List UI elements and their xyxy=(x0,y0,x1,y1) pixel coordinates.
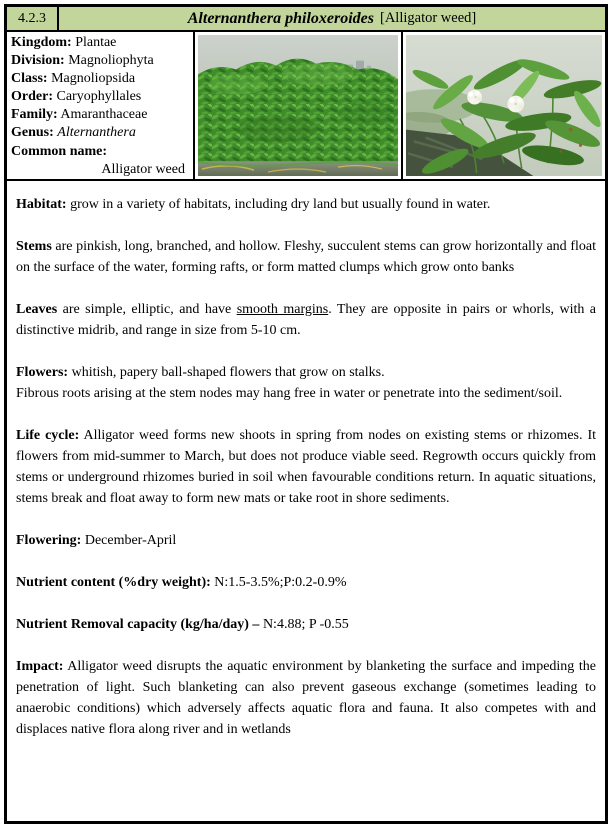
white-flower-1 xyxy=(467,90,482,105)
section-number: 4.2.3 xyxy=(7,7,59,30)
alligator-weed-field-photo xyxy=(198,35,398,176)
stems-paragraph: Stems are pinkish, long, branched, and hollow. Fleshy, succulent stems can grow horizontally and float on the surface of the water, forming rafts, or form matted clumps which grow onto banks xyxy=(16,239,596,275)
leaves-label: Leaves xyxy=(16,302,58,317)
header-row xyxy=(7,7,605,32)
description-body xyxy=(7,181,605,821)
info-row xyxy=(7,32,605,181)
habitat-label: Habitat: xyxy=(16,197,67,212)
nutrient-content-paragraph: Nutrient content (%dry weight): N:1.5-3.5%;P:0.2-0.9% xyxy=(16,575,347,590)
photo-cell-left xyxy=(195,32,403,179)
underlined-phrase: smooth margins xyxy=(236,302,329,317)
taxonomy-common-name-value: Alligator weed xyxy=(101,161,185,177)
white-flower-2 xyxy=(507,96,524,113)
flowering-paragraph: Flowering: December-April xyxy=(16,533,177,548)
taxonomy-common-name-label: Common name: xyxy=(11,143,108,159)
nutrient-content-label: Nutrient content (%dry weight): xyxy=(16,575,211,590)
life-cycle-paragraph: Life cycle: Alligator weed forms new shoots in spring from nodes on existing stems or rhizomes. It flowers from mid-summer to March, but does not produce viable seed. Regrowth occurs quickly from stems or underground rhizomes buried in soil when favourable conditions return. In aquatic situations, stems break and float away to form new mats or take root in shore sediments. xyxy=(16,428,597,506)
species-name: Alternanthera philoxeroides xyxy=(187,9,374,27)
photo-cell-right xyxy=(403,32,605,179)
life-cycle-label: Life cycle: xyxy=(16,428,80,443)
common-name-bracket: [Alligator weed] xyxy=(380,10,477,26)
nutrient-removal-label: Nutrient Removal capacity (kg/ha/day) – xyxy=(16,617,260,632)
nutrient-removal-paragraph: Nutrient Removal capacity (kg/ha/day) – N:4.88; P -0.55 xyxy=(16,617,349,632)
habitat-paragraph: Habitat: grow in a variety of habitats, including dry land but usually found in water. xyxy=(16,197,491,212)
flower-photo-drawing xyxy=(406,35,602,176)
taxonomy-panel xyxy=(7,32,195,179)
roots-paragraph: Fibrous roots arising at the stem nodes may hang free in water or penetrate into the sediment/soil. xyxy=(16,386,563,401)
alligator-weed-flower-photo xyxy=(406,35,602,176)
stems-label: Stems xyxy=(16,239,52,254)
flowers-label: Flowers: xyxy=(16,365,69,380)
taxonomy-division: Division: Magnoliophyta xyxy=(11,53,154,69)
flowers-paragraph: Flowers: whitish, papery ball-shaped flowers that grow on stalks. xyxy=(16,365,385,380)
impact-paragraph: Impact: Alligator weed disrupts the aquatic environment by blanketing the surface and impeding the penetration of light. Such blanketing can also prevent gaseous exchange (sometimes leading to anaerobic conditions) which adversely affects aquatic flora and fauna. It also competes with and displaces native flora along river and in wetlands xyxy=(16,659,596,737)
page-title xyxy=(59,7,605,30)
taxonomy-order: Order: Caryophyllales xyxy=(11,89,142,105)
taxonomy-genus: Genus: Alternanthera xyxy=(11,125,136,141)
taxonomy-kingdom: Kingdom: Plantae xyxy=(11,35,117,50)
taxonomy-family: Family: Amaranthaceae xyxy=(11,107,148,123)
species-fact-sheet xyxy=(4,4,608,824)
taxonomy-class: Class: Magnoliopsida xyxy=(11,71,136,87)
leaves-paragraph: Leaves are simple, elliptic, and have smooth margins. They are opposite in pairs or whorls, with a distinctive midrib, and range in size from 5-10 cm. xyxy=(16,302,596,338)
flowering-label: Flowering: xyxy=(16,533,82,548)
field-photo-drawing xyxy=(198,35,398,176)
impact-label: Impact: xyxy=(16,659,64,674)
